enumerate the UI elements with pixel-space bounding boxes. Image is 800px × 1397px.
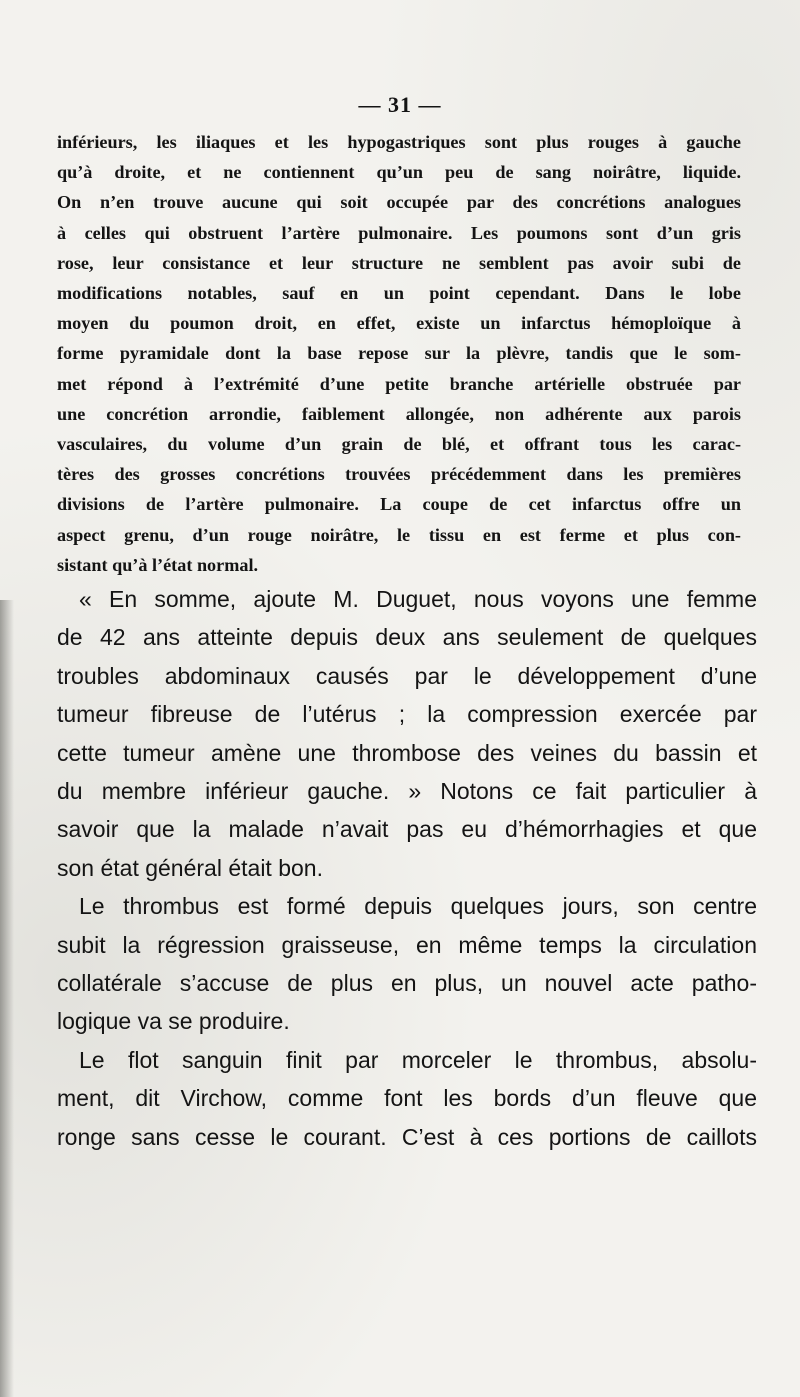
text-line: modifications notables, sauf en un point cependant. Dans le lobe <box>57 283 741 304</box>
text-line: subit la régression graisseuse, en même temps la circulation <box>57 931 757 958</box>
page-number: — 31 — <box>358 92 442 117</box>
text-line: sistant qu’à l’état normal. <box>57 554 259 575</box>
text-line: inférieurs, les iliaques et les hypogastriques sont plus rouges à gauche <box>57 132 741 152</box>
text-line: son état général était bon. <box>57 854 323 881</box>
text-line: collatérale s’accuse de plus en plus, un nouvel acte patho- <box>57 970 757 997</box>
text-line: troubles abdominaux causés par le développement d’une <box>57 662 757 689</box>
text-line: rose, leur consistance et leur structure ne semblent pas avoir subi de <box>57 252 741 273</box>
text-line: de 42 ans atteinte depuis deux ans seulement de quelques <box>57 624 757 651</box>
text-line: savoir que la malade n’avait pas eu d’hémorrhagies et que <box>57 816 757 843</box>
text-line: à celles qui obstruent l’artère pulmonaire. Les poumons sont d’un gris <box>57 222 741 243</box>
text-line: forme pyramidale dont la base repose sur la plèvre, tandis que le som- <box>57 343 741 364</box>
text-line: du membre inférieur gauche. » Notons ce fait particulier à <box>57 778 757 805</box>
text-line: ronge sans cesse le courant. C’est à ces portions de caillots <box>57 1123 757 1150</box>
text-line: divisions de l’artère pulmonaire. La coupe de cet infarctus offre un <box>57 494 741 515</box>
binding-shadow <box>0 600 14 1397</box>
text-line: tumeur fibreuse de l’utérus ; la compression exercée par <box>57 701 757 728</box>
paragraph-virchow <box>57 1041 757 1156</box>
paragraph-thrombus <box>57 887 757 1041</box>
text-line: met répond à l’extrémité d’une petite branche artérielle obstruée par <box>57 373 741 394</box>
text-line: tères des grosses concrétions trouvées précédemment dans les premières <box>57 464 741 485</box>
text-line: ment, dit Virchow, comme font les bords d’un fleuve que <box>57 1085 757 1112</box>
text-line: moyen du poumon droit, en effet, existe un infarctus hémoploïque à <box>57 313 741 334</box>
text-line: On n’en trouve aucune qui soit occupée par des concrétions analogues <box>57 192 741 213</box>
text-line: cette tumeur amène une thrombose des veines du bassin et <box>57 739 757 766</box>
paragraph-summary <box>57 580 757 887</box>
text-line: une concrétion arrondie, faiblement allongée, non adhérente aux parois <box>57 403 741 424</box>
text-line: « En somme, ajoute M. Duguet, nous voyons une femme <box>79 586 757 612</box>
text-line: aspect grenu, d’un rouge noirâtre, le tissu en est ferme et plus con- <box>57 524 741 545</box>
text-line: Le thrombus est formé depuis quelques jours, son centre <box>79 893 757 920</box>
text-line: logique va se produire. <box>57 1008 290 1035</box>
paragraph-autopsy-report <box>57 127 741 580</box>
main-text-block <box>57 580 757 1156</box>
text-line: Le flot sanguin finit par morceler le thrombus, absolu- <box>79 1046 757 1073</box>
text-line: qu’à droite, et ne contiennent qu’un peu de sang noirâtre, liquide. <box>57 162 741 183</box>
text-line: vasculaires, du volume d’un grain de blé, et offrant tous les carac- <box>57 434 741 455</box>
